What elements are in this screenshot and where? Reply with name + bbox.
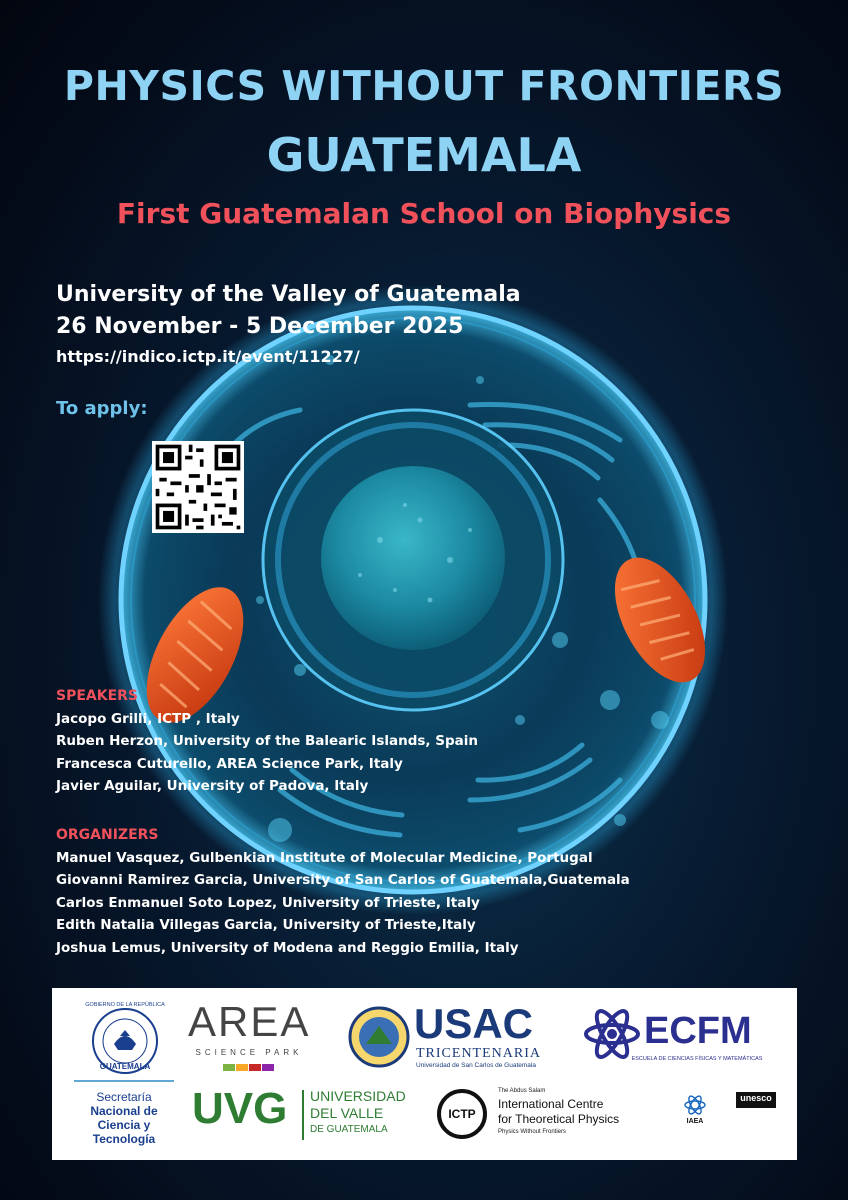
list-item: Giovanni Ramirez Garcia, University of San Carlos of Guatemala,Guatemala (56, 872, 630, 889)
uvg-logo: UVG (192, 1084, 288, 1133)
list-item: Jacopo Grilli, ICTP , Italy (56, 711, 240, 727)
list-item: Francesca Cuturello, AREA Science Park, Italy (56, 755, 403, 772)
area-square-green (223, 1064, 235, 1071)
sponsor-logos-panel (52, 988, 797, 1160)
gobierno-name: GUATEMALA (99, 1062, 151, 1071)
poster-title: PHYSICS WITHOUT FRONTIERS (63, 62, 785, 110)
list-item: Joshua Lemus, University of Modena and Reggio Emilia, Italy (56, 939, 519, 956)
list-item: Javier Aguilar, University of Padova, Italy (56, 778, 369, 795)
ecfm-subtitle: ESCUELA DE CIENCIAS FÍSICAS Y MATEMÁTICAS (631, 1056, 763, 1062)
poster-subtitle: First Guatemalan School on Biophysics (116, 197, 732, 230)
senacyt-line3: Ciencia y (97, 1118, 151, 1132)
area-square-purple (262, 1064, 274, 1071)
ictp-line2: for Theoretical Physics (498, 1112, 620, 1126)
iaea-label: IAEA (686, 1118, 704, 1125)
ictp-line1: International Centre (498, 1097, 604, 1111)
senacyt-line1: Secretaría (96, 1090, 152, 1104)
area-subtitle: SCIENCE PARK (195, 1048, 303, 1057)
uvg-line1: UNIVERSIDAD (310, 1088, 406, 1104)
qr-code[interactable] (152, 441, 244, 533)
gobierno-ring-text: GOBIERNO DE LA REPÚBLICA (85, 1002, 165, 1008)
senacyt-line4: Tecnología (92, 1132, 156, 1146)
list-item: Ruben Herzon, University of the Balearic Islands, Spain (56, 733, 478, 750)
usac-logo: USAC (414, 1000, 534, 1047)
uvg-line2: DEL VALLE (310, 1105, 384, 1121)
speakers-heading: SPEAKERS (56, 688, 139, 704)
organizers-heading: ORGANIZERS (56, 827, 159, 843)
usac-subtitle: TRICENTENARIA (416, 1046, 541, 1061)
list-item: Carlos Enmanuel Soto Lopez, University of Trieste, Italy (56, 894, 480, 911)
unesco-label: unesco (740, 1093, 772, 1103)
ecfm-logo: ECFM (644, 1010, 752, 1052)
area-logo: AREA (188, 998, 311, 1045)
uvg-line3: DE GUATEMALA (310, 1124, 388, 1135)
poster-title-country: GUATEMALA (266, 128, 582, 182)
ictp-small: The Abdus Salam (498, 1088, 546, 1094)
apply-label: To apply: (56, 398, 148, 419)
list-item: Manuel Vasquez, Gulbenkian Institute of Molecular Medicine, Portugal (56, 850, 593, 866)
divider (74, 1080, 174, 1082)
usac-small: Universidad de San Carlos de Guatemala (416, 1062, 536, 1069)
event-dates: 26 November - 5 December 2025 (56, 314, 464, 339)
ictp-mark: ICTP (448, 1107, 476, 1121)
area-square-yellow (236, 1064, 248, 1071)
organizers-list (56, 847, 630, 959)
ecfm-atom-icon (584, 1006, 640, 1062)
event-venue: University of the Valley of Guatemala (56, 282, 521, 307)
event-url[interactable]: https://indico.ictp.it/event/11227/ (56, 347, 360, 366)
area-square-red (249, 1064, 261, 1071)
usac-seal-icon (348, 1006, 410, 1068)
list-item: Edith Natalia Villegas Garcia, University of Trieste,Italy (56, 917, 476, 934)
divider (302, 1090, 304, 1140)
ictp-subtitle: Physics Without Frontiers (498, 1129, 567, 1135)
iaea-atom-icon (684, 1094, 706, 1116)
senacyt-line2: Nacional de (90, 1104, 158, 1118)
speakers-list (56, 708, 478, 798)
